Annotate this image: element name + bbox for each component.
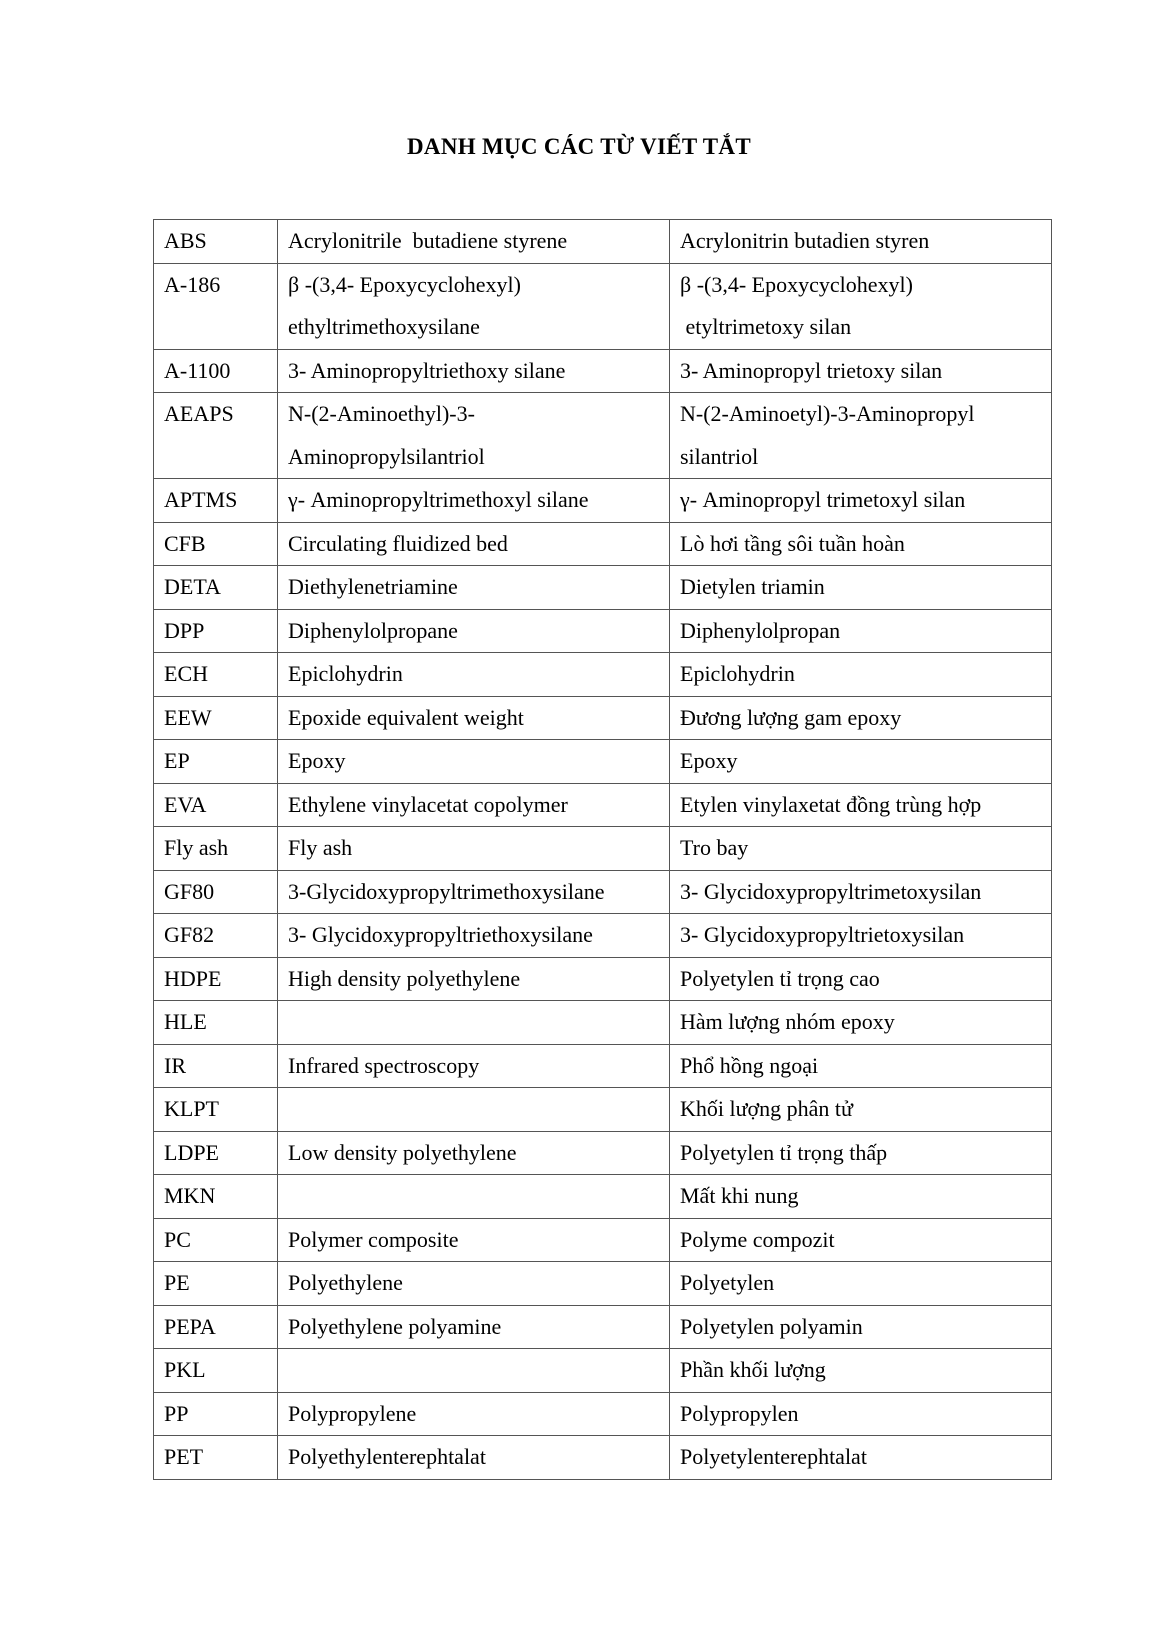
vietnamese-term-cell: Polyetylen tỉ trọng thấp [670,1131,1052,1175]
table-row [154,609,1052,653]
vietnamese-term-cell: Khối lượng phân tử [670,1088,1052,1132]
table-row [154,1305,1052,1349]
vietnamese-term-cell: Epiclohydrin [670,653,1052,697]
vietnamese-term-cell: Polyetylen polyamin [670,1305,1052,1349]
table-row [154,1262,1052,1306]
table-row [154,1436,1052,1480]
english-term-cell: Polyethylenterephtalat [278,1436,670,1480]
vietnamese-term-cell: γ- Aminopropyl trimetoxyl silan [670,479,1052,523]
table-row [154,393,1052,479]
table-row [154,1349,1052,1393]
abbreviation-cell: PP [154,1392,278,1436]
abbreviation-cell: PET [154,1436,278,1480]
vietnamese-term-cell: Polyetylenterephtalat [670,1436,1052,1480]
table-row [154,263,1052,349]
table-row [154,1001,1052,1045]
vietnamese-term-cell: Epoxy [670,740,1052,784]
english-term-cell: Epoxide equivalent weight [278,696,670,740]
english-term-cell: Low density polyethylene [278,1131,670,1175]
table-row [154,349,1052,393]
abbreviation-cell: AEAPS [154,393,278,479]
english-term-cell [278,1001,670,1045]
abbreviation-cell: EP [154,740,278,784]
abbreviation-cell: APTMS [154,479,278,523]
table-row [154,827,1052,871]
table-row [154,914,1052,958]
english-term-cell: Diethylenetriamine [278,566,670,610]
table-row [154,1175,1052,1219]
vietnamese-term-cell: Mất khi nung [670,1175,1052,1219]
table-row [154,783,1052,827]
table-row [154,1218,1052,1262]
abbreviation-cell: PC [154,1218,278,1262]
vietnamese-term-cell: Dietylen triamin [670,566,1052,610]
table-row [154,522,1052,566]
english-term-cell: Epoxy [278,740,670,784]
vietnamese-term-cell: Diphenylolpropan [670,609,1052,653]
abbreviation-cell: EEW [154,696,278,740]
abbreviation-table-body [154,220,1052,1480]
abbreviation-cell: CFB [154,522,278,566]
english-term-cell: 3- Aminopropyltriethoxy silane [278,349,670,393]
vietnamese-term-cell: Acrylonitrin butadien styren [670,220,1052,264]
vietnamese-term-cell: 3- Aminopropyl trietoxy silan [670,349,1052,393]
vietnamese-term-cell: Đương lượng gam epoxy [670,696,1052,740]
english-term-cell: Ethylene vinylacetat copolymer [278,783,670,827]
abbreviation-cell: PKL [154,1349,278,1393]
vietnamese-term-cell: β -(3,4- Epoxycyclohexyl) etyltrimetoxy silan [670,263,1052,349]
vietnamese-term-cell: Hàm lượng nhóm epoxy [670,1001,1052,1045]
vietnamese-term-cell: Phần khối lượng [670,1349,1052,1393]
vietnamese-term-cell: Phổ hồng ngoại [670,1044,1052,1088]
english-term-cell: Diphenylolpropane [278,609,670,653]
abbreviation-cell: GF82 [154,914,278,958]
abbreviation-cell: DPP [154,609,278,653]
vietnamese-term-cell: Tro bay [670,827,1052,871]
english-term-cell: Polyethylene [278,1262,670,1306]
english-term-cell: Polymer composite [278,1218,670,1262]
english-term-cell: N-(2-Aminoethyl)-3- Aminopropylsilantriol [278,393,670,479]
vietnamese-term-cell: Polyetylen tỉ trọng cao [670,957,1052,1001]
abbreviation-cell: Fly ash [154,827,278,871]
table-row [154,653,1052,697]
abbreviation-cell: KLPT [154,1088,278,1132]
page-title: DANH MỤC CÁC TỪ VIẾT TẮT [407,134,751,159]
abbreviation-cell: PEPA [154,1305,278,1349]
abbreviation-cell: IR [154,1044,278,1088]
english-term-cell: β -(3,4- Epoxycyclohexyl) ethyltrimethoxysilane [278,263,670,349]
table-row [154,566,1052,610]
abbreviation-cell: HDPE [154,957,278,1001]
table-row [154,957,1052,1001]
table-row [154,220,1052,264]
table-row [154,740,1052,784]
abbreviation-cell: ABS [154,220,278,264]
english-term-cell: Epiclohydrin [278,653,670,697]
abbreviation-cell: GF80 [154,870,278,914]
vietnamese-term-cell: Polypropylen [670,1392,1052,1436]
english-term-cell: Acrylonitrile butadiene styrene [278,220,670,264]
abbreviation-cell: EVA [154,783,278,827]
english-term-cell [278,1349,670,1393]
abbreviation-cell: ECH [154,653,278,697]
english-term-cell: Polyethylene polyamine [278,1305,670,1349]
table-row [154,870,1052,914]
table-row [154,1131,1052,1175]
english-term-cell: High density polyethylene [278,957,670,1001]
abbreviation-cell: LDPE [154,1131,278,1175]
table-row [154,1088,1052,1132]
abbreviation-cell: PE [154,1262,278,1306]
vietnamese-term-cell: Polyme compozit [670,1218,1052,1262]
abbreviation-cell: HLE [154,1001,278,1045]
english-term-cell: Circulating fluidized bed [278,522,670,566]
english-term-cell: Polypropylene [278,1392,670,1436]
english-term-cell [278,1088,670,1132]
table-row [154,696,1052,740]
english-term-cell: γ- Aminopropyltrimethoxyl silane [278,479,670,523]
abbreviation-cell: A-186 [154,263,278,349]
table-row [154,1392,1052,1436]
english-term-cell: Infrared spectroscopy [278,1044,670,1088]
english-term-cell [278,1175,670,1219]
table-row [154,1044,1052,1088]
abbreviation-cell: DETA [154,566,278,610]
english-term-cell: 3- Glycidoxypropyltriethoxysilane [278,914,670,958]
vietnamese-term-cell: Etylen vinylaxetat đồng trùng hợp [670,783,1052,827]
english-term-cell: Fly ash [278,827,670,871]
vietnamese-term-cell: 3- Glycidoxypropyltrietoxysilan [670,914,1052,958]
abbreviation-cell: MKN [154,1175,278,1219]
abbreviation-table [153,219,1052,1480]
vietnamese-term-cell: Polyetylen [670,1262,1052,1306]
table-row [154,479,1052,523]
abbreviation-cell: A-1100 [154,349,278,393]
vietnamese-term-cell: N-(2-Aminoetyl)-3-Aminopropyl silantriol [670,393,1052,479]
vietnamese-term-cell: 3- Glycidoxypropyltrimetoxysilan [670,870,1052,914]
english-term-cell: 3-Glycidoxypropyltrimethoxysilane [278,870,670,914]
vietnamese-term-cell: Lò hơi tầng sôi tuần hoàn [670,522,1052,566]
